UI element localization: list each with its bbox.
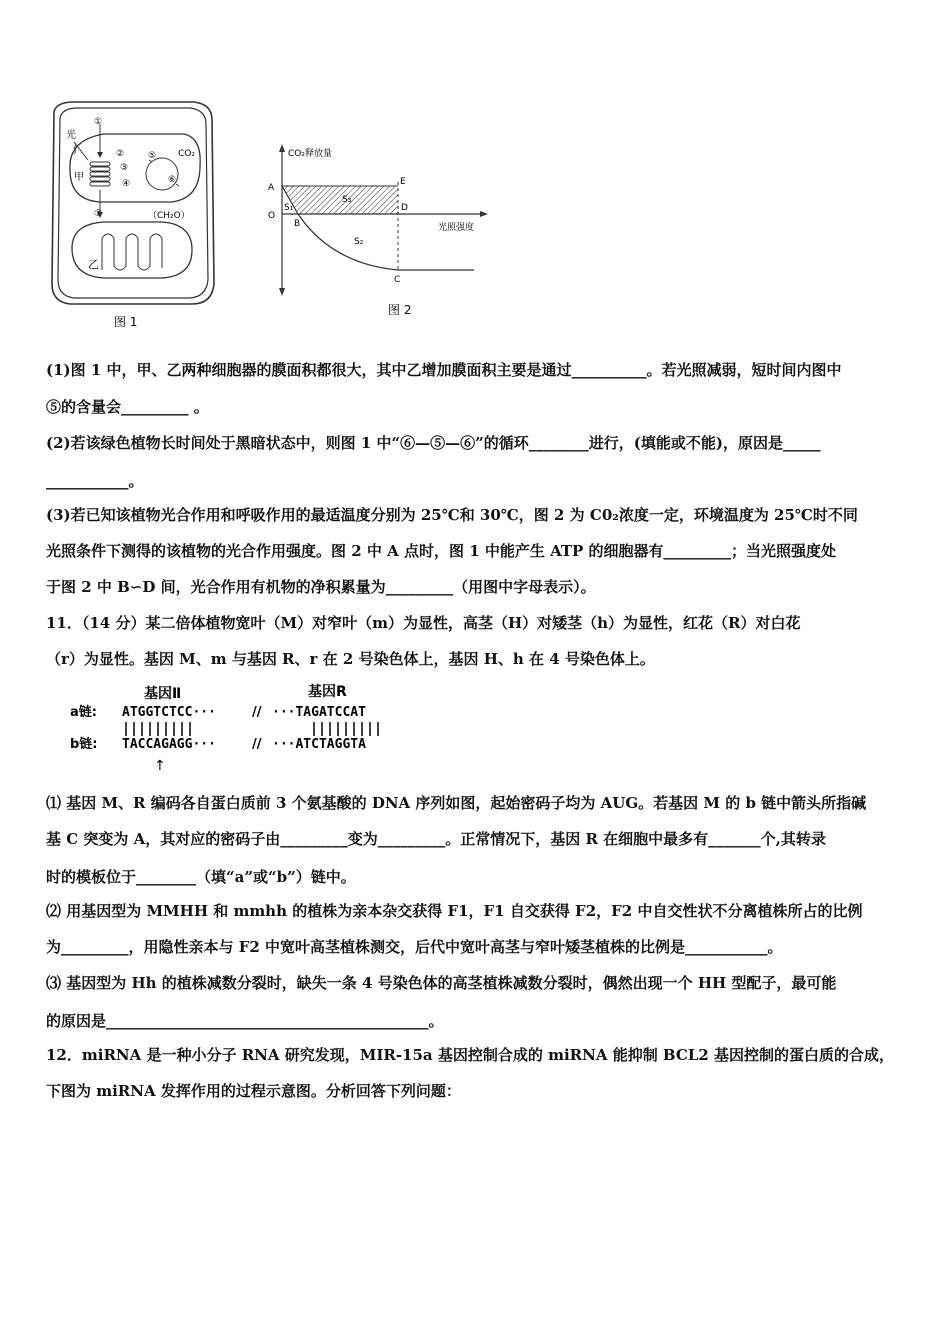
text-line-7: 于图 2 中 B∽D 间，光合作用有机物的净积累量为_________（用图中字母表示）。 [46,578,596,596]
label-co2: CO₂ [178,149,195,159]
gene-m-label: 基因Ⅱ [144,686,182,702]
label-n2: ② [116,149,125,159]
text-line-9: （r）为显性。基因 M、m 与基因 R、r 在 2 号染色体上，基因 H、h 在 4 号染色体上。 [46,650,655,668]
text-line-14: 为_________，用隐性亲本与 F2 中宽叶高茎植株测交，后代中宽叶高茎与窄叶矮茎植株的比例是___________。 [46,938,783,956]
text-line-11: 基 C 突变为 A，其对应的密码子由_________变为_________。正常情况下，基因 R 在细胞中最多有_______个,其转录 [46,830,826,848]
text-line-18: 下图为 miRNA 发挥作用的过程示意图。分析回答下列问题： [46,1082,461,1100]
gene-r-label: 基因R [308,684,347,700]
text-line-10: ⑴ 基因 M、R 编码各自蛋白质前 3 个氨基酸的 DNA 序列如图，起始密码子均为 AUG。若基因 M 的 b 链中箭头所指碱 [46,794,867,812]
figure-1-caption: 图 1 [114,315,138,329]
area-s3 [282,186,398,214]
point-b: B [294,219,301,229]
a-seq-r: ···TAGATCCAT [272,705,366,720]
a-gap: // [252,705,262,720]
text-line-5: (3)若已知该植物光合作用和呼吸作用的最适温度分别为 25℃和 30℃，图 2 为 C0₂浓度一定，环境温度为 25℃时不同 [46,506,858,524]
x-axis-label: 光照强度 [438,223,475,233]
label-yi: 乙 [88,258,99,271]
text-line-1: (1)图 1 中，甲、乙两种细胞器的膜面积都很大，其中乙增加膜面积主要是通过__________。若光照减弱，短时间内图中 [46,361,842,379]
text-line-16: 的原因是___________________________________________。 [46,1012,444,1030]
point-c: C [394,275,401,285]
text-line-8: 11．（14 分）某二倍体植物宽叶（M）对窄叶（m）为显性，高茎（H）对矮茎（h）为显性，红花（R）对白花 [46,614,801,632]
figure-1-cell-diagram [44,98,220,334]
a-chain-label: a链: [70,705,97,720]
label-n6: ⑥ [168,175,177,185]
text-line-4: ___________。 [46,472,144,490]
point-e: E [400,177,406,187]
figure-2-caption: 图 2 [388,303,412,317]
label-n3: ③ [120,163,129,173]
text-line-15: ⑶ 基因型为 Hh 的植株减数分裂时，缺失一条 4 号染色体的高茎植株减数分裂时，偶然出现一个 HH 型配子，最可能 [46,974,837,992]
area-s2-label: S₂ [354,237,364,247]
y-axis-label: CO₂释放量 [288,149,332,159]
label-n1: ① [94,117,103,127]
b-chain-label: b链: [70,737,98,752]
figure-2-graph [262,138,492,328]
text-line-2: ⑤的含量会_________ 。 [46,398,209,416]
area-s3-label: S₃ [342,195,352,205]
text-line-3: (2)若该绿色植物长时间处于黑暗状态中，则图 1 中“⑥—⑤—⑥”的循环________进行，(填能或不能)，原因是_____ [46,434,821,452]
label-jia: 甲 [74,172,84,183]
point-a: A [268,183,275,193]
base-pair-bonds-r [314,722,378,736]
b-seq-r: ···ATCTAGGTA [272,737,366,752]
area-s1-label: S₁ [284,203,294,213]
label-ch2o: （CH₂O） [148,211,190,221]
label-n4: ④ [122,179,131,189]
text-line-6: 光照条件下测得的该植物的光合作用强度。图 2 中 A 点时，图 1 中能产生 ATP 的细胞器有_________；当光照强度处 [46,542,837,560]
label-n5: ⑤ [148,151,157,161]
thylakoid-stack [90,162,110,186]
point-d: D [401,203,408,213]
label-n7: ⑦ [94,209,103,219]
b-seq-m: TACCAGAGG··· [122,737,216,752]
label-light: 光 [66,130,76,141]
mutation-arrow: ↑ [154,758,166,774]
base-pair-bonds-m [126,722,190,736]
text-line-17: 12．miRNA 是一种小分子 RNA 研究发现，MIR-15a 基因控制合成的 miRNA 能抑制 BCL2 基因控制的蛋白质的合成， [46,1046,895,1064]
text-line-13: ⑵ 用基因型为 MMHH 和 mmhh 的植株为亲本杂交获得 F1，F1 自交获得 F2，F2 中自交性状不分离植株所占的比例 [46,902,863,920]
point-o: O [268,211,276,221]
b-gap: // [252,737,262,752]
dna-sequence-figure [66,682,406,776]
text-line-12: 时的模板位于________（填“a”或“b”）链中。 [46,868,356,886]
a-seq-m: ATGGTCTCC··· [122,705,216,720]
